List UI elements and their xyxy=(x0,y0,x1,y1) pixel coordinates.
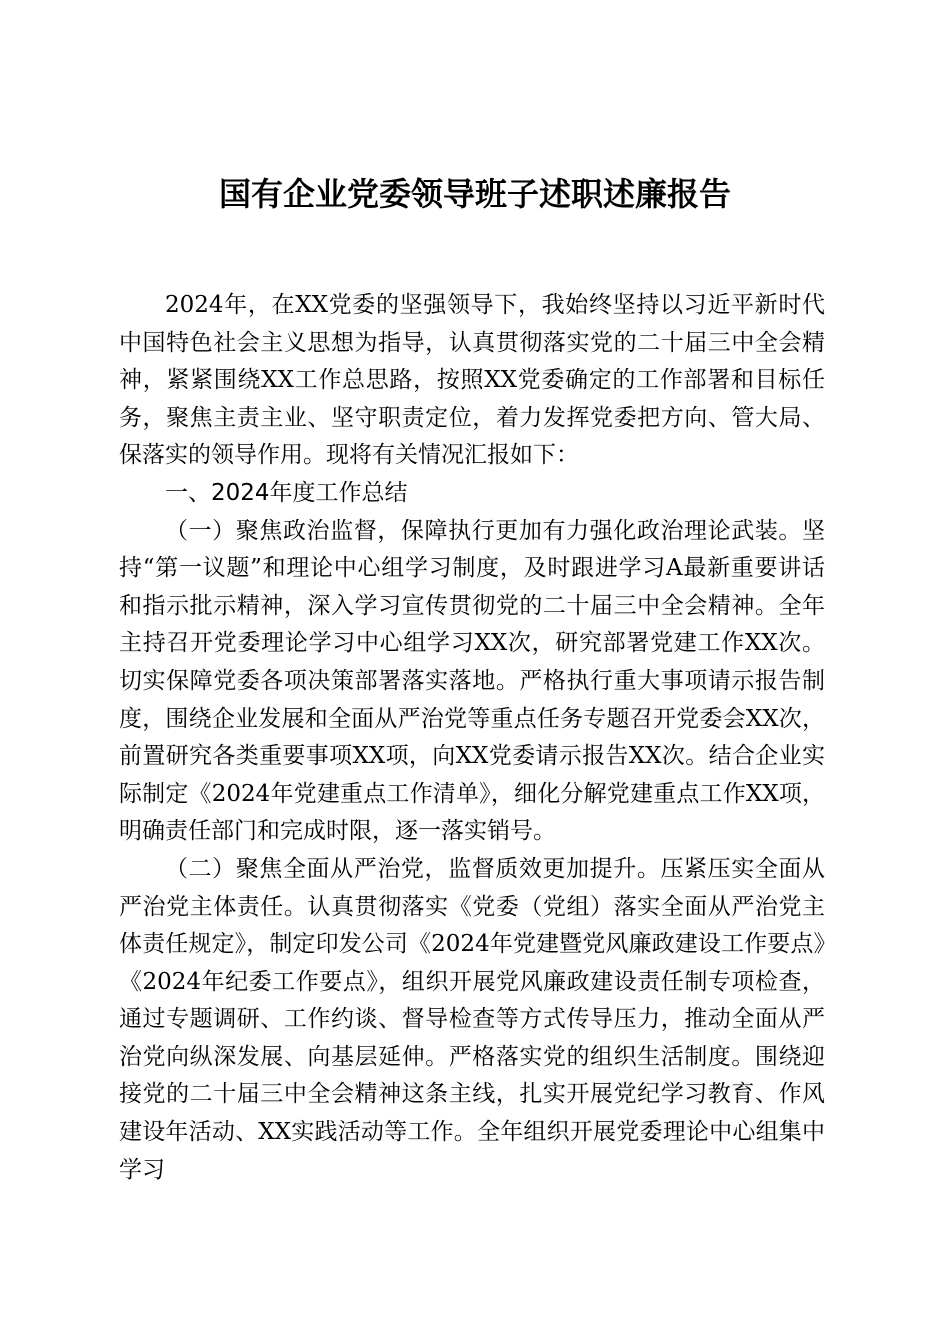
body-paragraph: （二）聚焦全面从严治党，监督质效更加提升。压紧压实全面从严治党主体责任。认真贯彻落实《党委（党组）落实全面从严治党主体责任规定》，制定印发公司《2024年党建暨党风廉政建设工作要点》《2024年纪委工作要点》，组织开展党风廉政建设责任制专项检查，通过专题调研、工作约谈、督导检查等方式传导压力，推动全面从严治党向纵深发展、向基层延伸。严格落实党的组织生活制度。围绕迎接党的二十届三中全会精神这条主线，扎实开展党纪学习教育、作风建设年活动、XX实践活动等工作。全年组织开展党委理论中心组集中学习 xyxy=(119,855,825,1183)
document-body xyxy=(119,287,825,1189)
body-paragraph: （一）聚焦政治监督，保障执行更加有力强化政治理论武装。坚持“第一议题”和理论中心组学习制度，及时跟进学习A最新重要讲话和指示批示精神，深入学习宣传贯彻党的二十届三中全会精神。全年主持召开党委理论学习中心组学习XX次，研究部署党建工作XX次。切实保障党委各项决策部署落实落地。严格执行重大事项请示报告制度，围绕企业发展和全面从严治党等重点任务专题召开党委会XX次，前置研究各类重要事项XX项，向XX党委请示报告XX次。结合企业实际制定《2024年党建重点工作清单》，细化分解党建重点工作XX项，明确责任部门和完成时限，逐一落实销号。 xyxy=(119,517,825,845)
intro-paragraph: 2024年，在XX党委的坚强领导下，我始终坚持以习近平新时代中国特色社会主义思想为指导，认真贯彻落实党的二十届三中全会精神，紧紧围绕XX工作总思路，按照XX党委确定的工作部署和目标任务，聚焦主责主业、坚守职责定位，着力发挥党委把方向、管大局、保落实的领导作用。现将有关情况汇报如下： xyxy=(119,292,825,469)
section-heading: 一、2024年度工作总结 xyxy=(165,479,408,506)
document-title: 国有企业党委领导班子述职述廉报告 xyxy=(218,175,731,213)
